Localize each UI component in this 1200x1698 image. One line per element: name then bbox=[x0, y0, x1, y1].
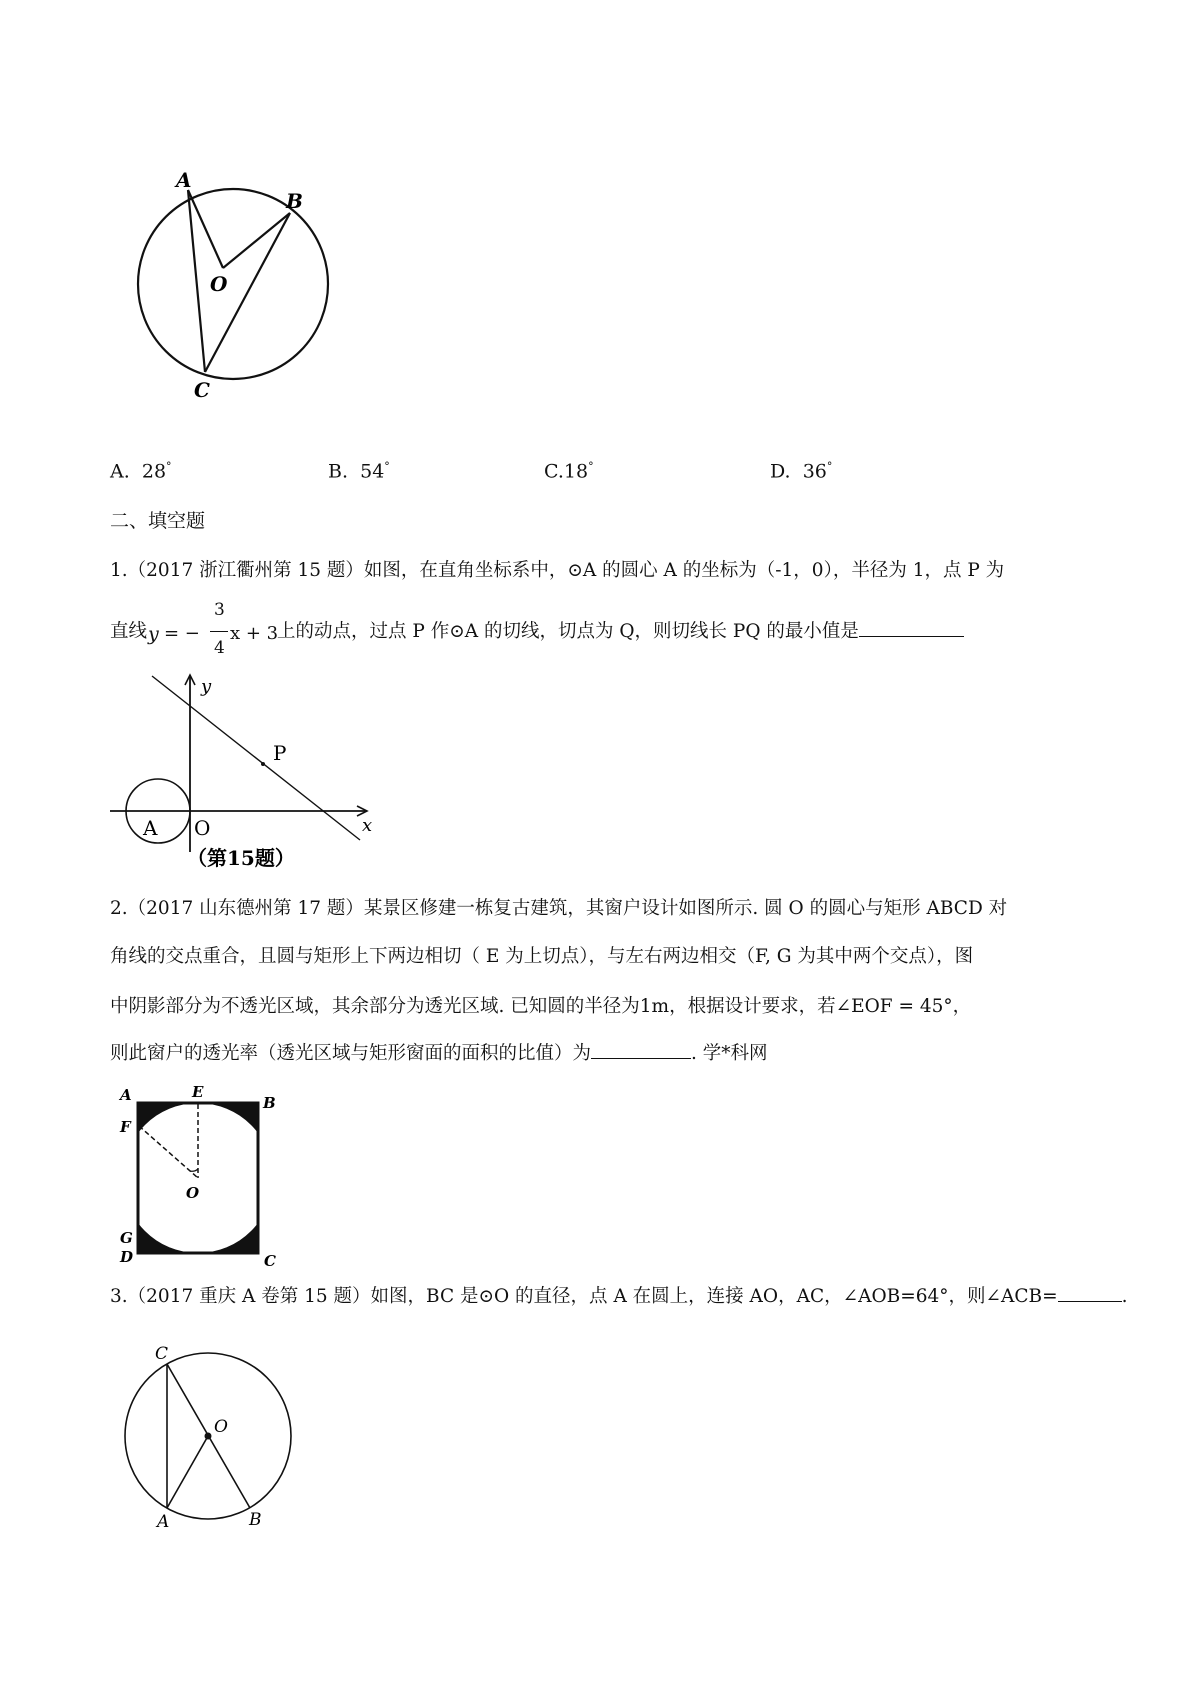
label-o: O bbox=[194, 816, 211, 840]
label-o: O bbox=[214, 1417, 228, 1437]
section-title: 二、填空题 bbox=[110, 510, 206, 532]
point-p bbox=[261, 762, 265, 766]
label-c: C bbox=[155, 1344, 169, 1364]
figure-coordinate-system bbox=[105, 672, 385, 877]
label-a: A bbox=[176, 168, 192, 192]
label-b: B bbox=[263, 1094, 276, 1112]
eq-rest: x + 3 bbox=[230, 623, 279, 644]
label-c: C bbox=[264, 1252, 276, 1270]
choice-d-unit: ° bbox=[826, 460, 833, 473]
q2-line3: 中阴影部分为不透光区域，其余部分为透光区域. 已知圆的半径为1m，根据设计要求，若∠EOF = 45°， bbox=[110, 996, 972, 1017]
label-a: A bbox=[143, 816, 158, 840]
label-b: B bbox=[249, 1510, 262, 1530]
choice-a-letter: A. bbox=[110, 460, 130, 483]
choice-b-value: 54 bbox=[360, 460, 385, 483]
q2-answer-blank[interactable] bbox=[591, 1058, 691, 1059]
segment-ob bbox=[223, 213, 290, 268]
q3-answer-blank[interactable] bbox=[1058, 1301, 1122, 1302]
choice-d bbox=[770, 461, 832, 481]
choice-a-unit: ° bbox=[166, 460, 172, 473]
q1-line2-pre: 直线 bbox=[110, 621, 148, 642]
label-x: x bbox=[362, 815, 373, 836]
fraction-bar bbox=[210, 631, 228, 632]
choice-b-letter: B. bbox=[328, 460, 349, 483]
eq-numerator: 3 bbox=[214, 600, 225, 620]
choice-a-value: 28 bbox=[141, 460, 167, 483]
circle bbox=[138, 189, 328, 379]
q2-line4 bbox=[110, 1045, 768, 1064]
segment-ao bbox=[167, 1436, 208, 1508]
q2-line2: 角线的交点重合，且圆与矩形上下两边相切（ E 为上切点），与左右两边相交（F, G 为其中两个交点），图 bbox=[110, 946, 974, 967]
choice-a bbox=[110, 461, 172, 481]
choice-c-letter: C. bbox=[544, 460, 564, 483]
q1-line2-post-text: 上的动点，过点 P 作⊙A 的切线，切点为 Q，则切线长 PQ 的最小值是 bbox=[277, 621, 859, 642]
line-pq bbox=[152, 676, 360, 840]
q1-equation bbox=[148, 600, 279, 670]
eq-y: y bbox=[148, 623, 159, 645]
label-o: O bbox=[210, 272, 228, 296]
q2-line4-pre: 则此窗户的透光率（透光区域与矩形窗面的面积的比值）为 bbox=[110, 1043, 592, 1064]
q3-line1-text: 3.（2017 重庆 A 卷第 15 题）如图，BC 是⊙O 的直径，点 A 在圆上，连接 AO，AC，∠AOB=64°，则∠ACB= bbox=[110, 1286, 1058, 1307]
choice-d-value: 36 bbox=[802, 460, 827, 483]
label-y: y bbox=[201, 676, 212, 697]
choice-c-unit: ° bbox=[588, 460, 594, 473]
choice-b bbox=[328, 461, 390, 481]
choice-d-letter: D. bbox=[770, 460, 791, 483]
label-o: O bbox=[186, 1184, 200, 1202]
eq-equals: = − bbox=[164, 623, 200, 644]
label-f: F bbox=[120, 1118, 131, 1136]
figure-circle-diameter-bc bbox=[112, 1340, 302, 1540]
label-p: P bbox=[273, 741, 287, 765]
figure-window-design bbox=[118, 1082, 293, 1272]
choice-c-value: 18 bbox=[563, 460, 589, 483]
q2-line1: 2.（2017 山东德州第 17 题）某景区修建一栋复古建筑，其窗户设计如图所示. 圆 O 的圆心与矩形 ABCD 对 bbox=[110, 898, 1008, 919]
label-d: D bbox=[120, 1248, 134, 1266]
label-g: G bbox=[120, 1229, 133, 1247]
q2-line4-post: . 学*科网 bbox=[691, 1043, 768, 1064]
label-a: A bbox=[120, 1086, 132, 1104]
eq-denominator: 4 bbox=[214, 638, 225, 658]
q1-line2-post bbox=[277, 623, 964, 642]
label-c: C bbox=[194, 378, 210, 402]
point-o bbox=[205, 1433, 212, 1440]
label-e: E bbox=[192, 1083, 204, 1101]
q3-line1 bbox=[110, 1288, 1128, 1307]
segment-ac bbox=[188, 190, 205, 372]
q1-answer-blank[interactable] bbox=[859, 636, 964, 637]
q1-line1: 1.（2017 浙江衢州第 15 题）如图，在直角坐标系中，⊙A 的圆心 A 的坐标为（-1，0），半径为 1，点 P 为 bbox=[110, 560, 1005, 581]
q3-line1-end: . bbox=[1121, 1286, 1128, 1307]
choice-b-unit: ° bbox=[384, 460, 390, 473]
label-b: B bbox=[286, 189, 303, 213]
label-a: A bbox=[157, 1512, 170, 1532]
figure-circle-abco bbox=[130, 160, 330, 420]
choice-c bbox=[544, 461, 594, 481]
figure-caption: （第15题） bbox=[187, 846, 295, 870]
